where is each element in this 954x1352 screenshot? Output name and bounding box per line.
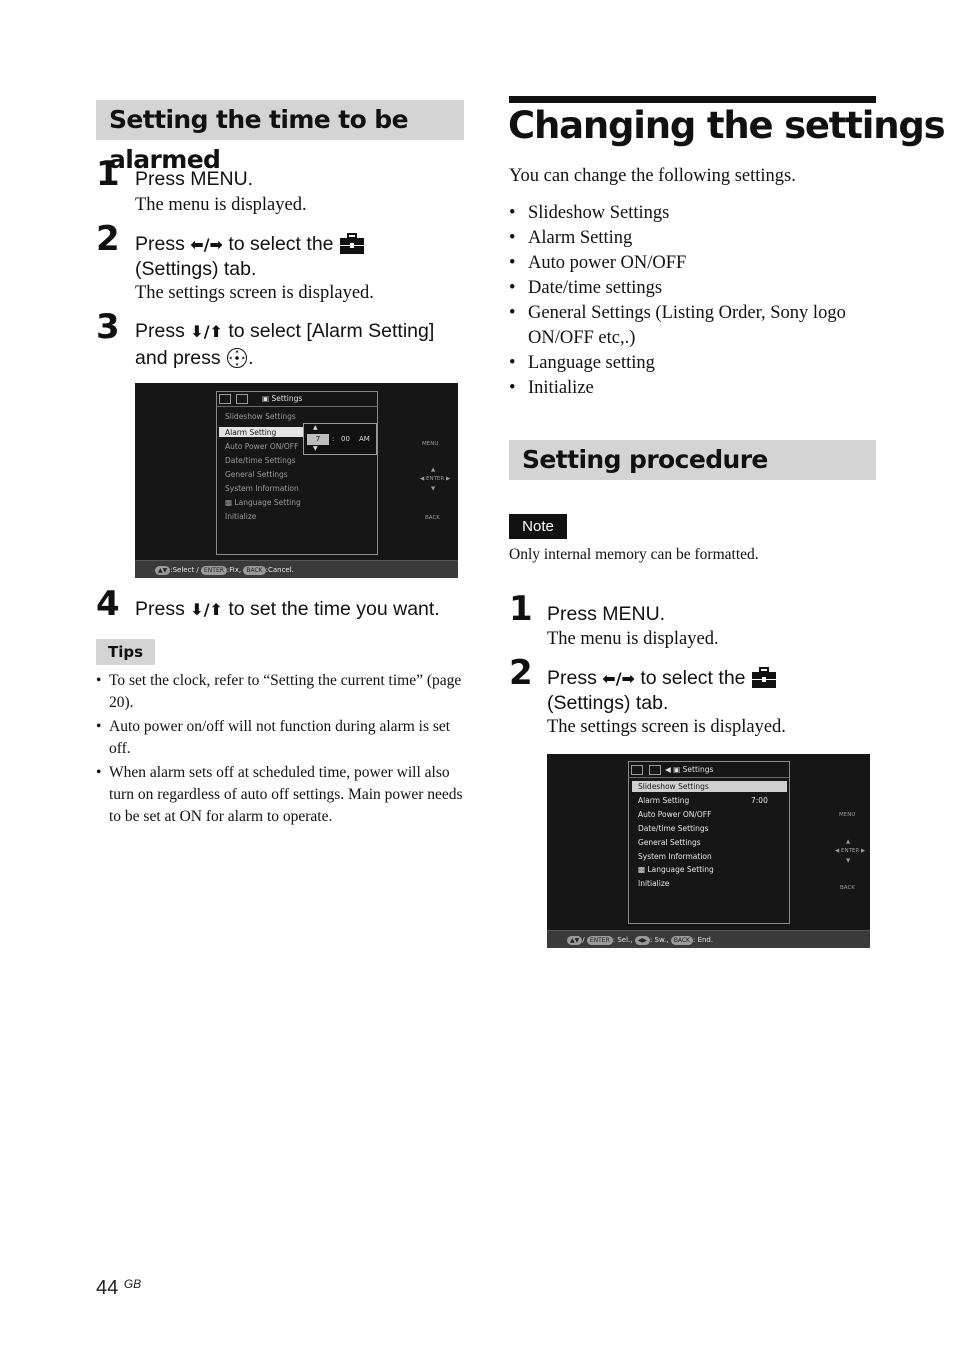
region-code: GB <box>123 1277 142 1291</box>
step-4-instruction <box>135 596 440 623</box>
tip-item: • When alarm sets off at scheduled time, power will also turn on regardless of auto off settings. Main power needs to be set at ON for alarm to operate. <box>96 762 464 828</box>
hour-field[interactable]: 7 <box>307 434 329 445</box>
menu-item-system-info[interactable]: System Information <box>225 484 299 493</box>
proc-step-2-instruction <box>547 665 777 692</box>
step-4-number: 4 <box>96 584 120 624</box>
updown-key-icon: ▲▼ <box>155 566 170 575</box>
updown-key-icon-2: ▲▼ <box>567 936 582 945</box>
page-number-value: 44 <box>96 1277 119 1299</box>
menu-item-language[interactable] <box>225 498 301 507</box>
menu2-item-datetime[interactable]: Date/time Settings <box>638 824 709 833</box>
menu2-item-auto-power[interactable]: Auto Power ON/OFF <box>638 810 712 819</box>
settings-list-item: • Language setting <box>509 351 876 376</box>
proc-step-2-instruction-cont: (Settings) tab. <box>547 692 669 714</box>
step-2-instruction <box>135 231 365 258</box>
settings-list-item: • Auto power ON/OFF <box>509 251 876 276</box>
step-3-mid: to select [Alarm Setting] <box>228 320 435 342</box>
menu-divider <box>216 406 378 407</box>
proc-step-2-number: 2 <box>509 653 533 693</box>
settings-list-item: • General Settings (Listing Order, Sony logo ON/OFF etc,.) <box>509 301 876 351</box>
side-up-icon-2: ▲ <box>846 839 851 845</box>
settings-list-item: • Alarm Setting <box>509 226 876 251</box>
toolbox-icon <box>339 233 365 255</box>
enter-button-icon <box>226 347 248 369</box>
menu-item-datetime[interactable]: Date/time Settings <box>225 456 296 465</box>
hour-down-arrow-icon[interactable]: ▼ <box>313 445 318 452</box>
step-3-press: Press <box>135 320 185 342</box>
tip-item: • Auto power on/off will not function during alarm is set off. <box>96 716 464 760</box>
language-icon-2: ▩ <box>638 865 646 874</box>
menu2-item-language[interactable] <box>638 865 714 874</box>
page-title: Changing the settings <box>508 104 945 147</box>
proc-step-1-result: The menu is displayed. <box>547 629 719 649</box>
step-3-period: . <box>248 347 254 369</box>
side-enter-text-2: ENTER <box>840 848 860 854</box>
side-menu-label-2[interactable]: MENU <box>839 812 856 818</box>
step-1-result: The menu is displayed. <box>135 195 307 215</box>
proc-step-1-number: 1 <box>509 589 533 629</box>
settings-list <box>509 201 876 401</box>
side-down-icon: ▼ <box>431 486 436 492</box>
time-separator: : <box>332 435 335 443</box>
menu2-item-alarm[interactable]: Alarm Setting <box>638 796 690 805</box>
intro-text: You can change the following settings. <box>509 166 796 186</box>
screen1-bottom-bar <box>135 560 458 578</box>
step-2-press: Press <box>135 233 185 255</box>
step-3-instruction <box>135 318 434 345</box>
settings-tab-icon-2: ▣ <box>673 765 681 774</box>
bottom2-sw: : Sw., <box>649 936 669 944</box>
settings-screenshot <box>547 754 870 948</box>
title-rule <box>509 96 876 103</box>
search-tab-icon-2 <box>631 765 643 775</box>
tab-left-arrow-icon: ◀ <box>665 765 671 774</box>
menu-item-auto-power[interactable]: Auto Power ON/OFF <box>225 442 299 451</box>
menu-item-language-label: Language Setting <box>234 498 301 507</box>
bottom2-back-key: BACK <box>671 936 693 945</box>
menu-item-slideshow[interactable]: Slideshow Settings <box>225 412 296 421</box>
side-back-label-2[interactable]: BACK <box>840 885 855 891</box>
proc-step-2-result: The settings screen is displayed. <box>547 717 786 737</box>
step-2-result: The settings screen is displayed. <box>135 283 374 303</box>
side-menu-label[interactable]: MENU <box>422 441 439 447</box>
minute-field[interactable]: 00 <box>341 435 350 443</box>
step-2-instruction-cont: (Settings) tab. <box>135 258 257 280</box>
menu2-alarm-value: 7:00 <box>751 796 768 805</box>
step-3-number: 3 <box>96 307 120 347</box>
bottom-back-key: BACK <box>243 566 265 575</box>
bottom-cancel: :Cancel. <box>265 566 294 574</box>
step-3-and-press: and press <box>135 347 221 369</box>
tips-list <box>96 670 464 830</box>
side-back-label[interactable]: BACK <box>425 515 440 521</box>
settings-list-item: • Initialize <box>509 376 876 401</box>
language-icon: ▩ <box>225 498 233 507</box>
menu-item-general[interactable]: General Settings <box>225 470 288 479</box>
step-4-press: Press <box>135 598 185 620</box>
side-down-icon-2: ▼ <box>846 858 851 864</box>
menu2-item-slideshow[interactable]: Slideshow Settings <box>638 782 709 791</box>
note-text: Only internal memory can be formatted. <box>509 546 759 563</box>
search-tab-icon <box>219 394 231 404</box>
settings-header <box>262 394 302 403</box>
bottom2-end: : End. <box>692 936 714 944</box>
menu2-item-general[interactable]: General Settings <box>638 838 701 847</box>
left-right-arrows-icon-2: ⬅/➡ <box>602 669 635 688</box>
note-label: Note <box>509 514 567 539</box>
play-tab-icon-2 <box>649 765 661 775</box>
side-enter-text: ENTER <box>425 476 445 482</box>
hour-up-arrow-icon[interactable]: ▲ <box>313 424 318 431</box>
step-1-number: 1 <box>96 154 120 194</box>
alarm-setting-screenshot <box>135 383 458 578</box>
bottom2-enter-key: ENTER <box>587 936 613 945</box>
step-4-mid: to set the time you want. <box>228 598 440 620</box>
settings-list-item: • Date/time settings <box>509 276 876 301</box>
page-number <box>96 1277 141 1300</box>
proc-step-2-mid: to select the <box>640 667 746 689</box>
side-enter-label-2[interactable]: ◀ ENTER ▶ <box>835 848 866 854</box>
play-tab-icon <box>236 394 248 404</box>
menu-divider-2 <box>628 777 790 778</box>
settings-list-item: • Slideshow Settings <box>509 201 876 226</box>
menu2-item-system-info[interactable]: System Information <box>638 852 712 861</box>
bottom2-slash: / <box>582 936 585 944</box>
settings-tab-icon: ▣ <box>262 394 270 403</box>
menu2-item-initialize[interactable]: Initialize <box>638 879 670 888</box>
proc-step-1-instruction: Press MENU. <box>547 603 666 625</box>
leftright-key-icon: ◀▶ <box>635 936 650 945</box>
down-up-arrows-icon-2: ⬇/⬆ <box>190 600 223 619</box>
side-up-icon: ▲ <box>431 467 436 473</box>
step-2-mid: to select the <box>228 233 334 255</box>
toolbox-icon-2 <box>751 667 777 689</box>
side-enter-label[interactable]: ◀ ENTER ▶ <box>420 476 451 482</box>
menu2-item-language-label: Language Setting <box>647 865 714 874</box>
bottom-enter-key: ENTER <box>201 566 227 575</box>
step-2-number: 2 <box>96 219 120 259</box>
menu-item-initialize[interactable]: Initialize <box>225 512 257 521</box>
settings-header-label: Settings <box>271 394 303 403</box>
bottom2-sel: : Sel., <box>612 936 633 944</box>
section-title-alarm: Setting the time to be alarmed <box>96 100 464 140</box>
bottom-select: :Select / <box>170 566 199 574</box>
ampm-field[interactable]: AM <box>359 435 370 443</box>
step-1-instruction: Press MENU. <box>135 168 254 190</box>
left-right-arrows-icon: ⬅/➡ <box>190 235 223 254</box>
proc-step-2-press: Press <box>547 667 597 689</box>
tip-item: • To set the clock, refer to “Setting the current time” (page 20). <box>96 670 464 714</box>
settings-header-label-2: Settings <box>682 765 714 774</box>
bottom-fix: :Fix, <box>226 566 242 574</box>
section-title-procedure: Setting procedure <box>509 440 876 480</box>
step-3-instruction-cont <box>135 345 253 371</box>
down-up-arrows-icon: ⬇/⬆ <box>190 322 223 341</box>
tips-label: Tips <box>96 639 155 665</box>
settings-header-2 <box>665 765 713 774</box>
screen2-bottom-bar <box>547 930 870 948</box>
menu-item-alarm[interactable]: Alarm Setting <box>225 428 277 437</box>
